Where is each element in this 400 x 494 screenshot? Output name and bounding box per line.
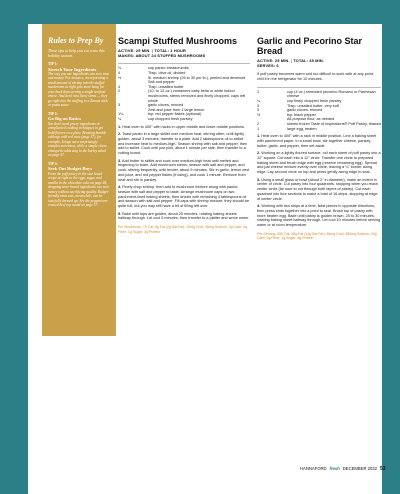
ingredient-amount: ½ [118,75,122,80]
step-text: Finely chop shrimp, then add to mushroom mixture along with panko; season with salt and pepper to taste. Arrange mushroom caps on two parchment-lined baking sheets, then drizzle with remaining 4 tablespoons oil and season with salt and pepper. Fill caps with shrimp mixture; they should be quite full, but you may still have a bit of filling left over. [118,185,250,209]
recipe-meta: ACTIVE: 25 MIN. | TOTAL: 1 HOUR MAKES: ABOUT 24 STUFFED MUSHROOMS [118,48,206,59]
left-border [0,0,28,494]
ingredient-item [118,117,250,122]
step-number: 1. [118,124,122,129]
step-number: 2. [118,132,122,137]
ingredient-amount: 2 [118,89,121,94]
recipe-title: Scampi Stuffed Mushrooms [118,36,238,46]
ingredient-name: All-purpose flour, as needed [287,117,335,122]
step-number: 5. [118,211,122,216]
ingredient-list [118,63,250,121]
method-steps [257,134,381,228]
active-time: ACTIVE: 25 MIN. [257,58,290,63]
footer-publisher: HANNAFORD [300,466,327,471]
ingredient-amount: 4 [118,71,121,75]
active-time: ACTIVE: 25 MIN. [118,48,151,53]
tip-body: The way you use ingredients can save time and money. For instance, incorporating a small amount of shrimp into the stuffed mushrooms at right gets more bang for your buck than serving a single seafood entree. And don't toss those stems — they go right into the stuffing to a Zanaxt stick or pasta sauce. [48,71,110,108]
tip-body: You don't need pricey ingredients or complicated cooking techniques to get bold flavors on a plate. Braising humble cabbage with red wine (page 37), for example, brings out a surprisingly complex sweetness, while a simple citrus vinaigrette adds zing to the barley salad on page 57. [48,121,107,158]
ingredient-amount: 2 [257,121,260,126]
step-text: Heat oven to 400° with racks in upper-middle and lower-middle positions. [122,124,245,129]
ingredient-name: Tbsp. unsalted butter [148,84,184,89]
method-steps [118,125,250,222]
method-step [257,178,381,202]
tip-title: Seek Out Budget Buys [48,166,93,172]
ingredient-amount: 3 [257,103,260,108]
ingredient-name: cup finely chopped fresh parsley [287,99,342,103]
ingredient-item [257,90,381,99]
step-number: 4. [257,204,261,209]
ingredient-name: cup (4 oz.) shredded pecorino Romano or Parmesan cheese [287,89,376,99]
recipe-scampi-mushrooms [118,36,250,234]
ingredient-name: (10- to 12-oz.) containers baby bella or white button mushrooms, stems removed and finely chopped, caps left whole [148,89,246,103]
method-step [118,185,250,209]
page-footer [300,466,386,472]
ingredient-name: lb. medium shrimp (26 to 30 per lb.), peeled and deveined [148,75,246,80]
tip-number: TIP 3: [48,161,58,166]
tip-title: Stretch Your Ingredients [48,66,97,72]
yield: SERVES: 6 [257,63,279,69]
step-text: Heat oven to 400° with a rack in middle position. Line a baking sheet with parchment paper. In a small bowl, stir together cheese, parsley, butter, garlic, and pepper, then set aside. [257,134,377,148]
method-step [118,125,250,130]
ingredient-name: Salt and pepper [148,80,175,85]
ingredient-amount: 4 [118,84,121,89]
ingredient-name: Tbsp. unsalted butter, very soft [287,103,339,108]
recipe-meta: ACTIVE: 25 MIN. | TOTAL: 45 MIN. SERVES: 6 [257,58,324,69]
method-step [118,212,250,221]
recipe-intro: If puff pastry becomes warm and too difficult to work with at any point, chill it in the refrigerator for 10 minutes. [257,72,374,82]
step-text: Toast panko in a large skillet over medium heat, stirring often, until lightly golden, about 3 minutes; transfer to a plate. Add 2 tablespoons oil to skillet and increase heat to medium-high. Season shrimp with salt and pepper, then add to skillet. Cook until just pink, about 1 minute per side, then transfer to a cutting board. [118,132,248,156]
ingredient-name: tsp. black pepper [287,112,316,117]
ingredient-amount: 3 [257,108,260,113]
ingredient-amount: ¼ [257,99,261,103]
tip-number: TIP 2: [48,111,58,116]
step-number: 1. [257,134,261,139]
nutrition-info: Per Mushroom: 70 Cal; 5g Fat (2g Sat Fat); 15mg Chol; 45mg Sodium; 4g Carb; 0g Fiber; 1g Sugar; 2g Protein [118,225,247,234]
tip-2 [48,112,110,158]
tip-3 [48,162,110,208]
ingredient-name: Zest and juice from 1 large lemon [148,107,205,112]
sidebar-title: Rules to Prep By [48,36,104,45]
step-text: Working with two strips at a time, twist pieces in opposite directions, then press ends together into a point to seal. Brush top of pastry with more beaten egg. Bake until pastry is golden brown, 25 to 30 minutes, rotating baking sheet halfway through. Let cool 10 minutes before serving warm or at room temperature. [257,204,381,228]
step-number: 3. [118,158,122,163]
step-text: Using a small glass or bowl (about 2" in diameter), make an indent in center of circle. Cut pastry into four quadrants, stopping when you reach center circle (be sure to cut through both layers of pastry). Cut each quadrant into four sections to make a total of 16 strips, stopping at edge of center circle. [257,177,379,201]
ingredient-name: garlic cloves, minced [287,108,323,113]
step-number: 2. [257,151,261,156]
tip-title: Go Big on Basics [48,116,82,122]
ingredient-amount: 3 [118,103,121,108]
ingredient-name: Tbsp. olive oil, divided [148,71,186,75]
ingredient-name: sheets frozen Taste of Inspirations® Puff Pastry, thawed [287,121,381,126]
step-text: Working on a lightly floured surface, roll each sheet of puff pastry into a 12" square. Cut each into a 12" circle. Transfer one circle to prepared baking sheet and brush edge with egg (reserve remaining egg). Spread and pat cheese mixture evenly over circle, leaving a ¼" border along edge. Lay second circle on top and press gently along edge to seal. [257,151,381,175]
step-number: 4. [118,185,122,190]
tip-body: From the puff pastry in the star bread recipe at right to the eggs, sugar, and vanilla in the chocolate cake on page 48, shopping store-brand ingredients can save money without sacrificing quality. Budget-friendly meat cuts, meanwhile, can be tastefully dressed up: See the peppercorn-crusted beef top round on page 37. [48,171,110,208]
ingredient-amount: ¼ [118,66,122,71]
yield: MAKES: ABOUT 24 STUFFED MUSHROOMS [118,53,206,59]
sidebar-intro: These tips to help you cut costs this holiday season. [48,48,105,58]
ingredient-name: cup chopped fresh parsley [148,116,193,121]
step-text: Add butter to skillet and cook over medium-high heat until melted and beginning to foam. Add mushroom stems, season with salt and pepper, and cook, stirring frequently, until tender, about 5 minutes. Stir in garlic, lemon zest and juice, and red pepper flakes (if using), and cook 1 minute. Remove from heat and stir in parsley. [118,158,250,182]
right-border [382,0,400,494]
step-number: 3. [257,177,261,182]
recipe-star-bread [257,36,381,241]
nutrition-info: Per Serving: 350 Cal; 28g Fat (14g Sat Fat); 50mg Chol; 350mg Sodium; 25g Carb; 0g Fiber; 1g Sugar; 8g Protein [257,231,377,241]
ingredient-name: large egg, beaten [287,126,317,131]
recipe-title: Garlic and Pecorino Star Bread [257,36,363,56]
footer-brand: fresh [329,466,340,471]
ingredient-amount: 1 [257,89,260,94]
method-step [257,151,381,175]
ingredient-amount: 1¼ [118,112,124,117]
method-step [257,134,381,148]
tips-sidebar [42,24,116,336]
ingredient-amount: 1 [257,126,260,131]
total-time: TOTAL: 1 HOUR [154,48,187,53]
ingredient-name: tsp. red pepper flakes (optional) [148,112,202,117]
tip-number: TIP 1: [48,62,58,66]
page-number: 53 [380,466,386,472]
ingredient-name: cup panko breadcrumbs [148,66,189,71]
ingredient-item [118,89,250,103]
tip-1 [48,62,110,108]
ingredient-list [257,87,381,131]
top-border [28,0,382,24]
ingredient-amount: ½ [257,112,261,117]
step-text: Bake until tops are golden, about 25 minutes, rotating baking sheets halfway through. Let cool 5 minutes, then transfer to a platter and serve warm. [118,211,250,221]
ingredient-amount: ¼ [118,116,122,121]
ingredient-name: garlic cloves, minced [148,103,184,108]
method-step [257,204,381,228]
footer-date: DECEMBER 2022 [342,466,377,471]
total-time: TOTAL: 45 MIN. [293,58,324,63]
method-step [118,159,250,183]
ingredient-item [257,127,381,132]
method-step [118,132,250,156]
